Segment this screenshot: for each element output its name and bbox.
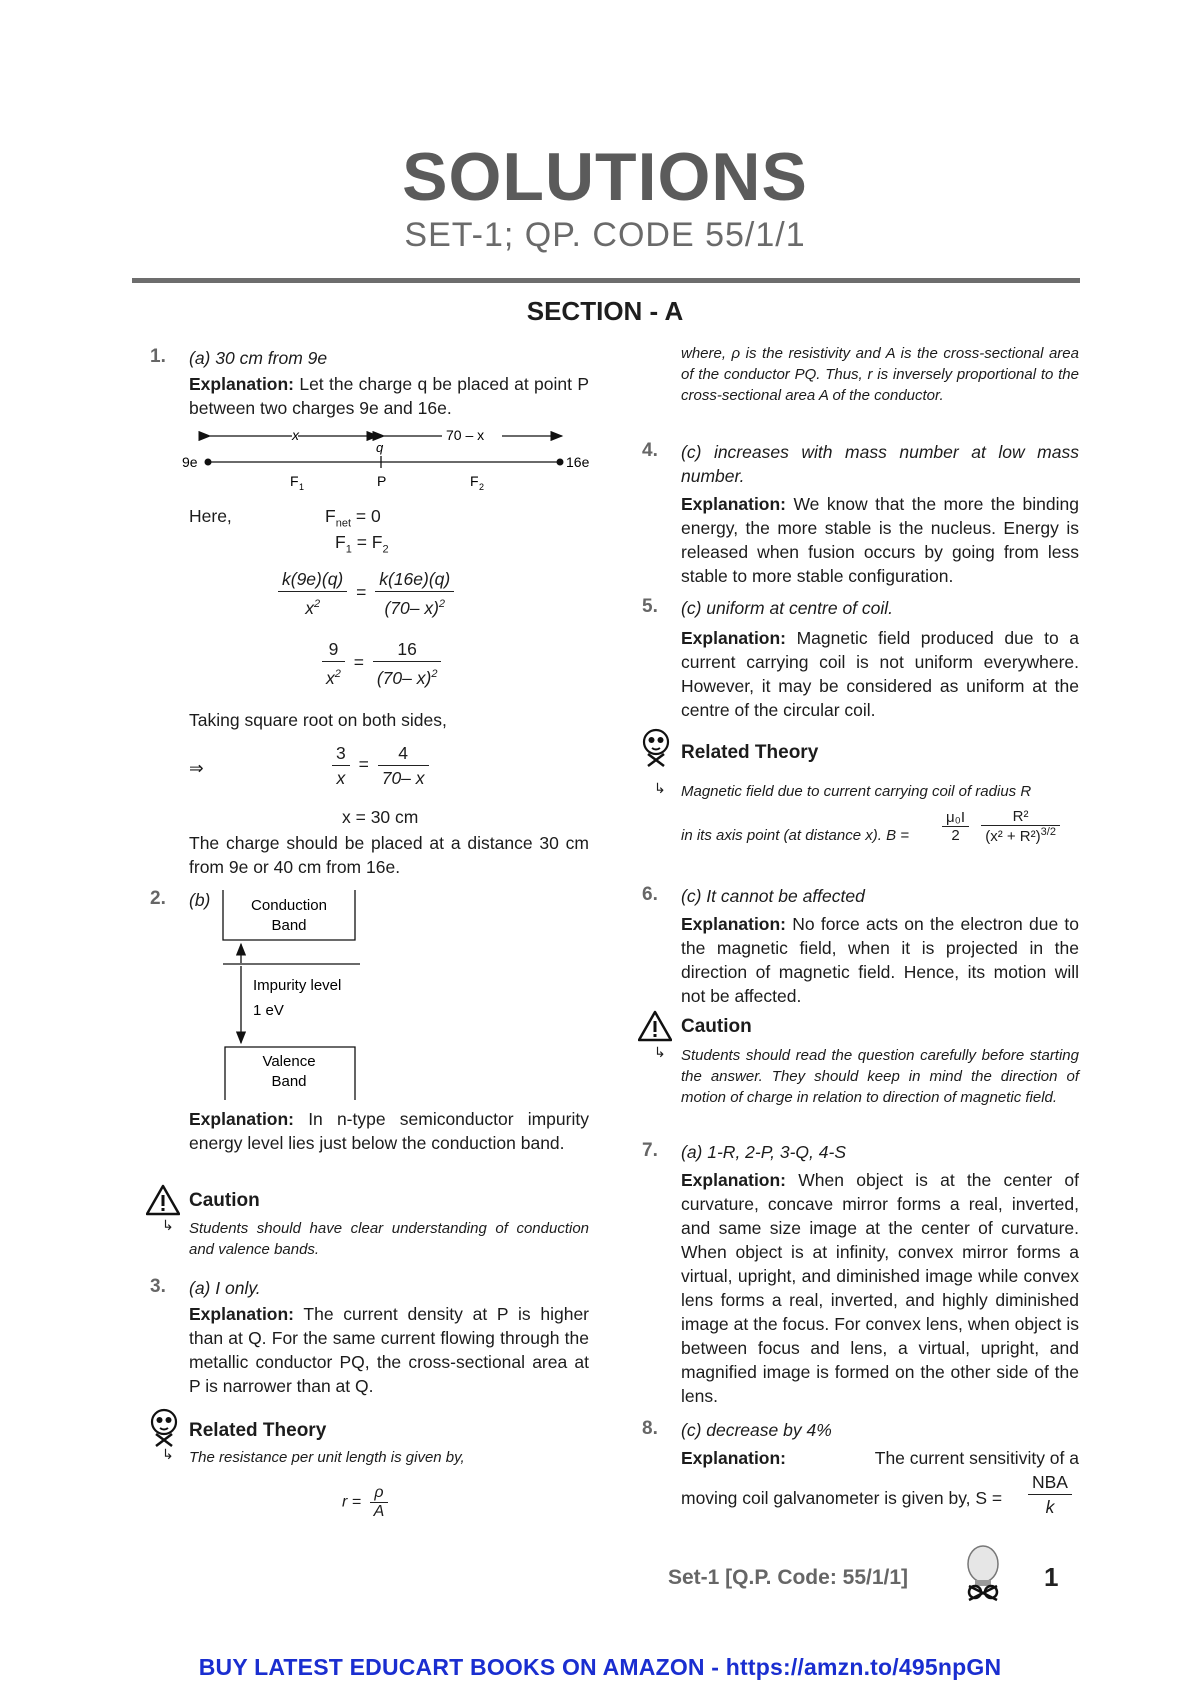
explanation-label: Explanation:	[681, 1448, 787, 1468]
explanation-text: We know that the more the binding energy, the more stable is the nucleus. Energy is released when fusion occurs by going from less stable to more stable configuration.	[681, 494, 1079, 586]
p-label: P	[377, 473, 387, 489]
page-number: 1	[1044, 1562, 1059, 1592]
equation-5	[328, 741, 433, 790]
seg-label: 70 – x	[446, 427, 485, 443]
charge-dot-left	[205, 459, 212, 466]
impurity-label: Impurity level	[253, 977, 342, 994]
b-num-1: μ₀I	[942, 809, 969, 827]
conclusion-1: The charge should be placed at a distance 30 cm from 9e or 40 cm from 16e.	[189, 833, 589, 877]
explanation-label: Explanation:	[681, 494, 787, 514]
q-label: q	[376, 440, 384, 455]
answer-4: (c) increases with mass number at low mass number.	[681, 442, 1079, 486]
right-charge-label: 16e	[566, 454, 590, 470]
eq-f2: = F	[356, 532, 383, 552]
charges-diagram	[180, 420, 600, 500]
ev-label: 1 eV	[253, 1002, 284, 1019]
related-theory-text-2: in its axis point (at distance x). B =	[681, 827, 910, 844]
band-diagram	[215, 888, 375, 1103]
related-theory-text: The resistance per unit length is given by,	[189, 1449, 465, 1466]
explanation-label: Explanation:	[681, 1170, 787, 1190]
question-number-2: 2.	[150, 888, 166, 909]
here-label: Here,	[189, 506, 232, 526]
eq-f: F	[325, 506, 336, 526]
explanation-8	[681, 1446, 1079, 1470]
eq4-den-left: x	[326, 667, 335, 688]
eq3-equals: =	[356, 582, 367, 603]
equation-4	[318, 637, 445, 690]
eq-net-sub: net	[335, 517, 351, 530]
conduction-label-2: Band	[271, 917, 307, 934]
question-number-4: 4.	[642, 440, 658, 461]
eq5-num-right: 4	[378, 741, 429, 766]
explanation-label: Explanation:	[189, 374, 295, 394]
caution-title: Caution	[681, 1016, 752, 1037]
question-number-8: 8.	[642, 1418, 658, 1439]
bullet-arrow-icon: ↳	[162, 1217, 174, 1233]
caution-title: Caution	[189, 1190, 260, 1211]
f2-sub: 2	[479, 482, 485, 492]
explanation-label: Explanation:	[681, 914, 787, 934]
answer-8: (c) decrease by 4%	[681, 1420, 832, 1440]
question-number-6: 6.	[642, 884, 658, 905]
f1-label: F	[290, 473, 299, 489]
s-num: NBA	[1028, 1470, 1072, 1495]
magnetic-field-equation	[938, 808, 1064, 845]
caution-text: Students should read the question carefully before starting the answer. They should keep in mind the direction of motion of charge in relation to direction of magnetic field.	[681, 1047, 1079, 1106]
answer-2: (b)	[189, 890, 211, 910]
bullet-arrow-icon: ↳	[162, 1446, 174, 1462]
related-theory-icon	[640, 728, 672, 768]
eq3-num-left: k(9e)(q)	[278, 567, 347, 592]
explanation-text: No force acts on the electron due to the magnetic field, when it is projected in the direction of magnetic field. Hence, its motion will not be affected.	[681, 914, 1080, 1006]
b-power: 3/2	[1040, 826, 1056, 838]
explanation-6	[681, 912, 1079, 1008]
page-title: SOLUTIONS	[402, 139, 808, 215]
caution-text: Students should have clear understanding of conduction and valence bands.	[189, 1220, 589, 1258]
explanation-8-line-2: moving coil galvanometer is given by, S =	[681, 1488, 1003, 1508]
bulb-logo-icon	[960, 1544, 1006, 1602]
eq4-num-right: 16	[373, 637, 442, 662]
equation-f1-f2	[335, 530, 389, 562]
explanation-3	[189, 1302, 589, 1398]
question-number-7: 7.	[642, 1140, 658, 1161]
related-theory-text: Magnetic field due to current carrying coil of radius R	[681, 783, 1032, 800]
eq5-den-left: x	[336, 768, 346, 788]
eq-f2-sub: 2	[382, 543, 389, 556]
left-charge-label: 9e	[182, 454, 198, 470]
explanation-1	[189, 372, 589, 420]
resistance-equation	[342, 1484, 392, 1521]
b-den-1: 2	[951, 827, 960, 844]
sensitivity-equation	[1024, 1470, 1076, 1519]
caution-icon	[146, 1184, 180, 1216]
explanation-text: In n-type semiconductor impurity energy level lies just below the conduction band.	[189, 1109, 589, 1153]
x-label: x	[292, 427, 299, 443]
eq4-num-left: 9	[322, 637, 345, 662]
question-number-1: 1.	[150, 346, 166, 367]
r-equals: r =	[342, 1493, 362, 1511]
f2-label: F	[470, 473, 479, 489]
eq-f1-sub: 1	[345, 543, 352, 556]
explanation-text: Magnetic field produced due to a current carrying coil is not uniform everywhere. However, it may be considered as uniform at the centre of the circular coil.	[681, 628, 1079, 720]
explanation-text: When object is at the center of curvature, concave mirror forms a real, inverted, and same size image at the center of curvature. When object is at infinity, convex mirror forms a virtual, upright, and diminished image while convex lens forms a real, inverted, and highly diminished image at the focus. For convex lens, when object is between focus and lens, a virtual, upright, and magnified image is formed on the other side of the lens.	[681, 1170, 1079, 1406]
explanation-label: Explanation:	[681, 628, 787, 648]
related-theory-title: Related Theory	[681, 742, 819, 763]
explanation-2	[189, 1107, 589, 1155]
eq5-den-right: 70– x	[381, 768, 425, 788]
eq4-den-right: (70– x)	[376, 667, 432, 688]
explanation-label: Explanation:	[189, 1304, 295, 1324]
valence-label-1: Valence	[262, 1053, 316, 1070]
buy-books-link[interactable]: BUY LATEST EDUCART BOOKS ON AMAZON - https://amzn.to/495npGN	[198, 1654, 1002, 1680]
header-divider	[132, 278, 1080, 283]
eq3-num-right: k(16e)(q)	[375, 567, 454, 592]
eq3-den-left: x	[305, 597, 314, 618]
eq3-sq-left: 2	[313, 598, 321, 610]
f1-sub: 1	[299, 482, 305, 492]
sqrt-text: Taking square root on both sides,	[189, 710, 447, 730]
bullet-arrow-icon: ↳	[654, 1044, 666, 1060]
explanation-5	[681, 626, 1079, 722]
eq-zero: = 0	[355, 506, 381, 526]
eq-f1: F	[335, 532, 346, 552]
bullet-arrow-icon: ↳	[654, 780, 666, 796]
area: A	[373, 1503, 385, 1520]
page-subtitle: SET-1; QP. CODE 55/1/1	[404, 216, 806, 254]
explanation-label: Explanation:	[189, 1109, 295, 1129]
answer-7: (a) 1-R, 2-P, 3-Q, 4-S	[681, 1142, 847, 1162]
eq5-num-left: 3	[332, 741, 350, 766]
answer-1: (a) 30 cm from 9e	[189, 348, 328, 368]
explanation-text: The current sensitivity of a	[874, 1448, 1079, 1468]
answer-3: (a) I only.	[189, 1278, 261, 1298]
explanation-text: The current density at P is higher than at Q. For the same current flowing through the metallic conductor PQ, the cross-sectional area at P is narrower than at Q.	[189, 1304, 590, 1396]
b-den-2: (x² + R²)	[985, 828, 1041, 845]
section-heading: SECTION - A	[526, 296, 684, 326]
eq5-equals: =	[358, 754, 369, 775]
explanation-7	[681, 1168, 1079, 1408]
eq4-equals: =	[353, 652, 364, 673]
related-theory-title: Related Theory	[189, 1420, 327, 1441]
equation-3	[274, 567, 458, 620]
q3-continuation: where, ρ is the resistivity and A is the cross-sectional area of the conductor PQ. Thus, r is inversely proportional to the cross-sectional area A of the conductor.	[681, 345, 1079, 404]
explanation-4	[681, 492, 1079, 588]
eq4-sq-left: 2	[334, 668, 341, 680]
answer-5: (c) uniform at centre of coil.	[681, 598, 894, 618]
eq4-sq-right: 2	[431, 668, 438, 680]
eq3-den-right: (70– x)	[384, 597, 439, 618]
valence-label-2: Band	[271, 1073, 307, 1090]
answer-6: (c) It cannot be affected	[681, 886, 865, 906]
s-den: k	[1045, 1497, 1055, 1517]
explanation-text: Let the charge q be placed at point P between two charges 9e and 16e.	[189, 374, 589, 418]
result: x = 30 cm	[342, 807, 419, 827]
footer-set-code: Set-1 [Q.P. Code: 55/1/1]	[668, 1566, 909, 1589]
related-theory-icon	[148, 1408, 180, 1448]
question-number-3: 3.	[150, 1276, 166, 1297]
conduction-label-1: Conduction	[251, 897, 327, 914]
charge-dot-right	[557, 459, 564, 466]
rho: ρ	[370, 1484, 389, 1503]
b-num-2: R²	[981, 808, 1060, 826]
question-number-5: 5.	[642, 596, 658, 617]
eq3-sq-right: 2	[438, 598, 446, 610]
caution-icon	[638, 1010, 672, 1042]
implies-arrow: ⇒	[189, 758, 204, 778]
